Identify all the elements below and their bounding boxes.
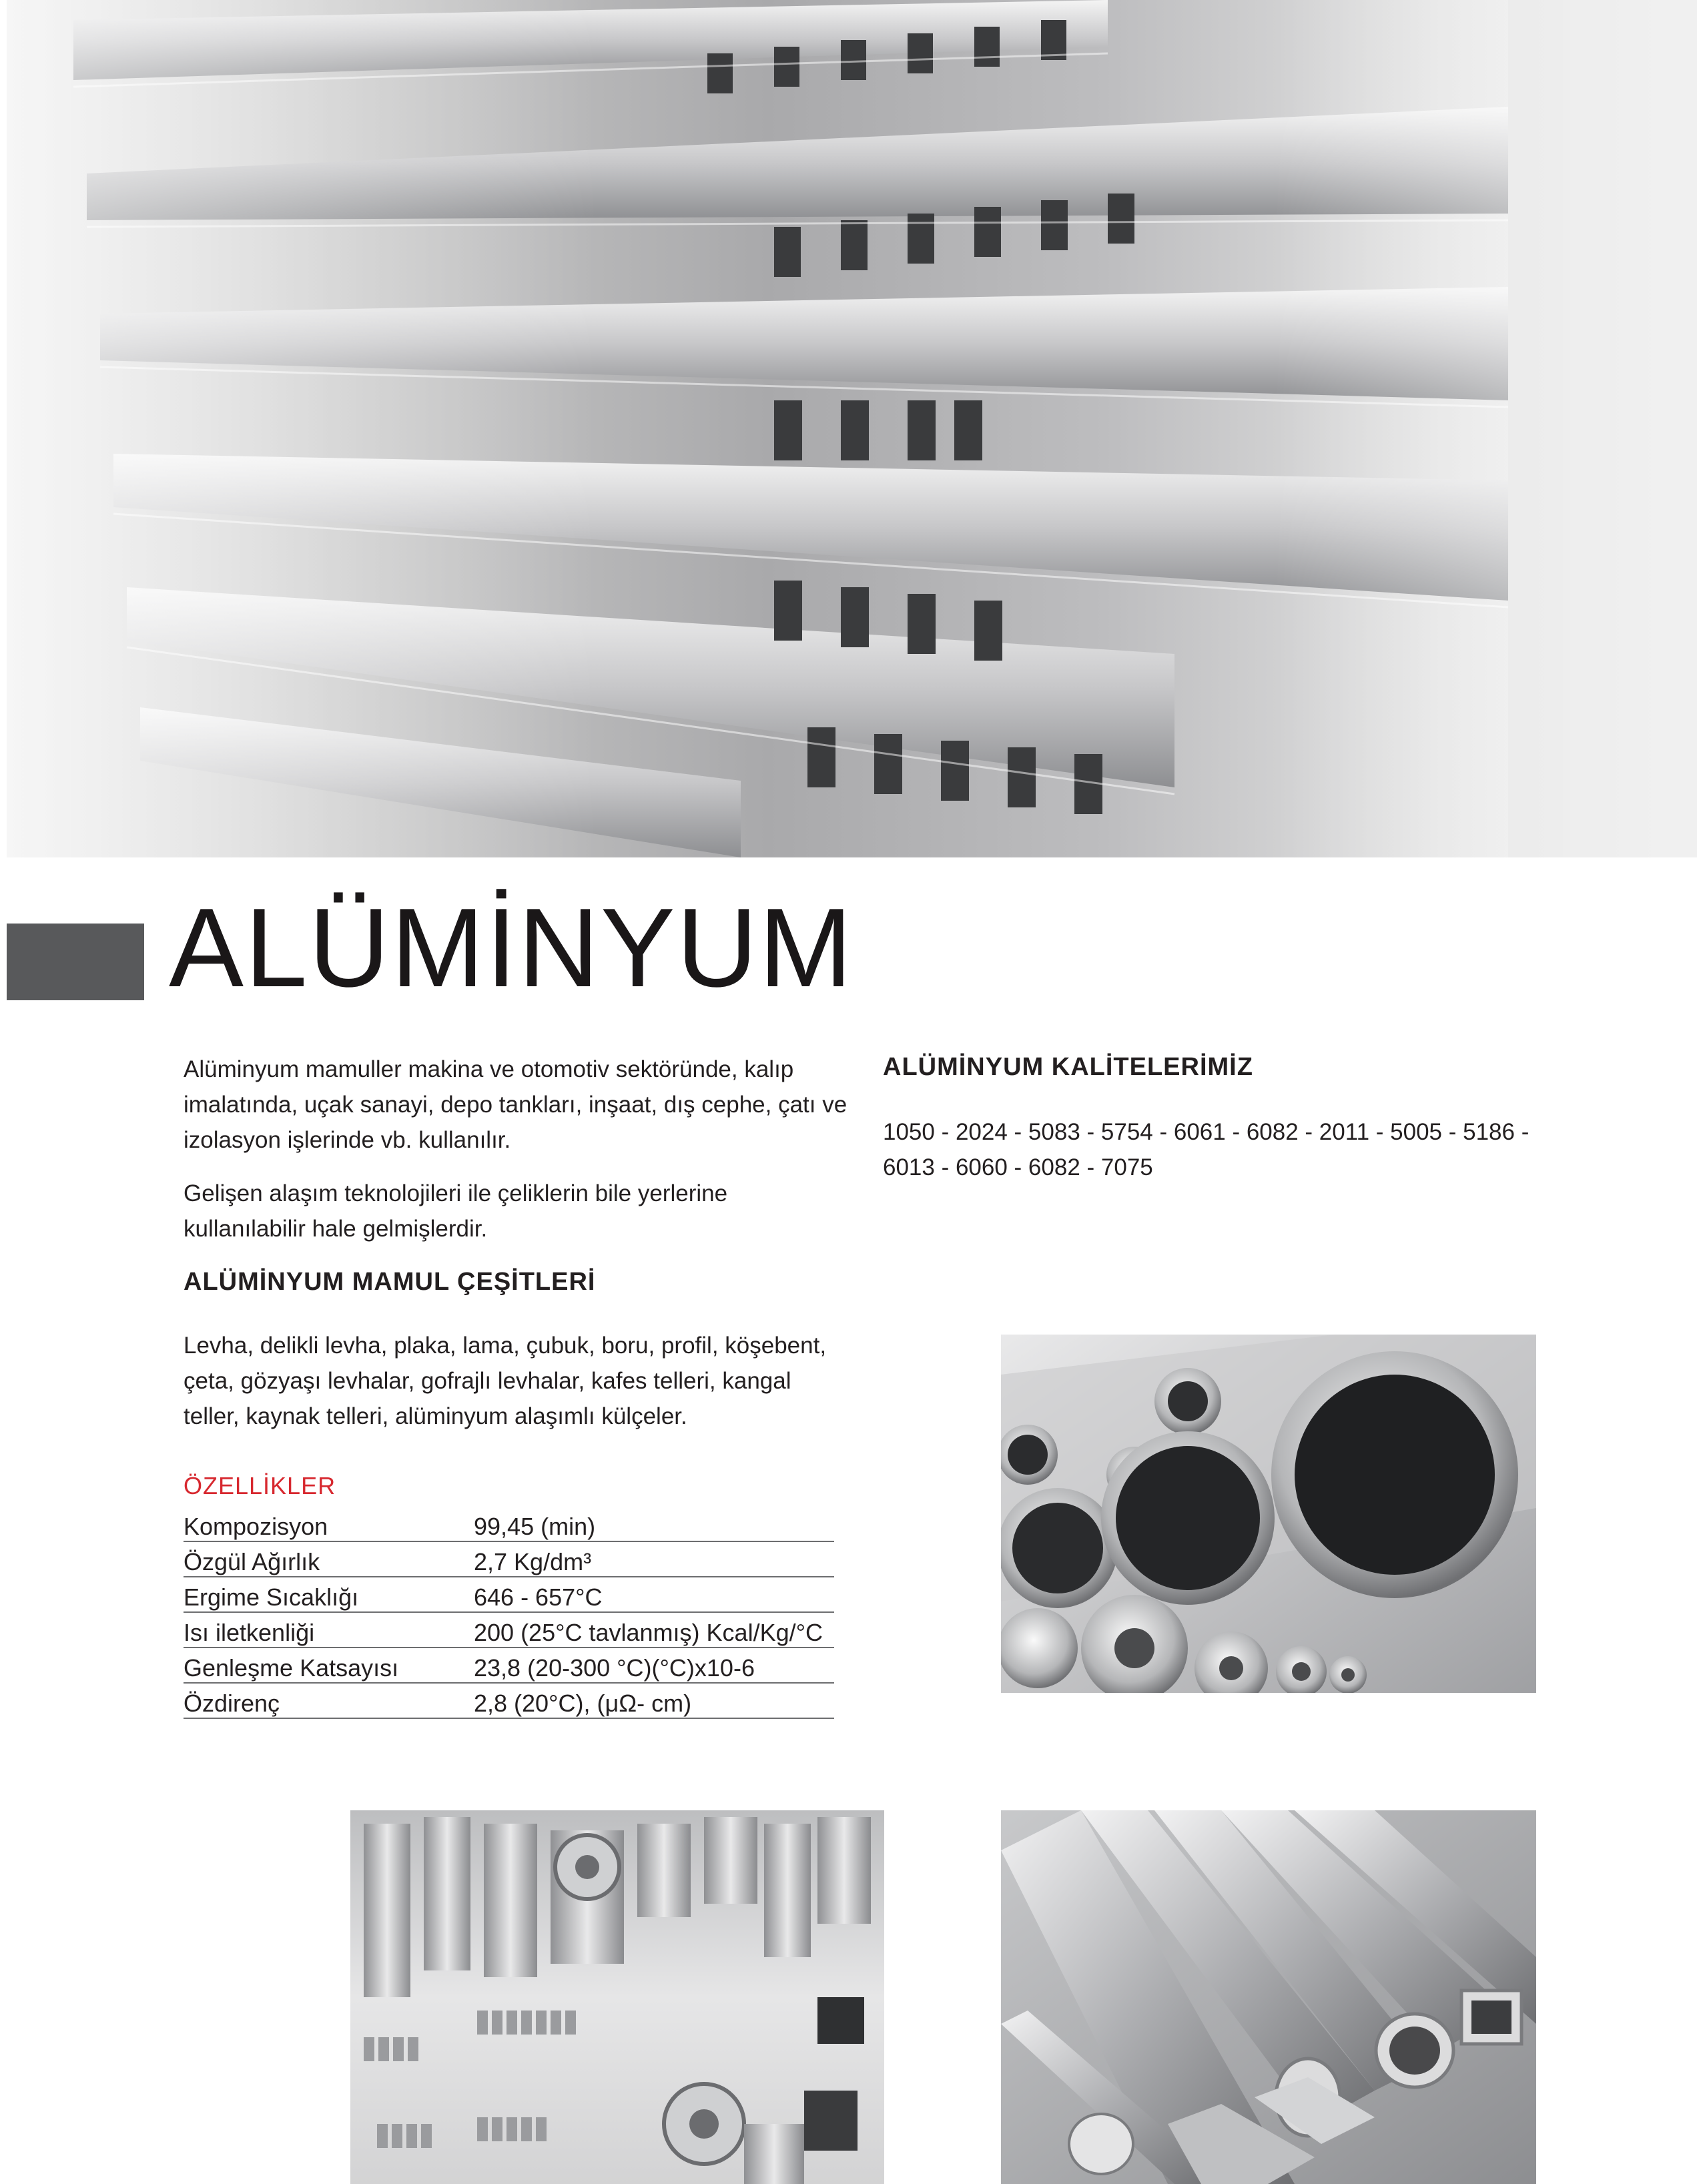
- intro-paragraph-2: Gelişen alaşım teknolojileri ile çeliklerin bile yerlerine kullanılabilir hale gelmişlerdir.: [184, 1180, 728, 1242]
- table-row: [184, 1648, 834, 1683]
- hero-image-aluminium-profiles: [7, 0, 1697, 857]
- table-row: [184, 1541, 834, 1577]
- property-value: 646 - 657°C: [474, 1577, 834, 1612]
- property-label: Genleşme Katsayısı: [184, 1648, 474, 1683]
- properties-table: [184, 1507, 834, 1719]
- property-value: 2,7 Kg/dm³: [474, 1541, 834, 1577]
- title-accent-block: [7, 924, 144, 1000]
- property-label: Ergime Sıcaklığı: [184, 1577, 474, 1612]
- property-label: Özdirenç: [184, 1683, 474, 1718]
- table-row: [184, 1612, 834, 1648]
- property-value: 2,8 (20°C), (μΩ- cm): [474, 1683, 834, 1718]
- product-types-heading: ALÜMİNYUM MAMUL ÇEŞİTLERİ: [184, 1268, 596, 1296]
- intro-paragraph-1: Alüminyum mamuller makina ve otomotiv sektöründe, kalıp imalatında, uçak sanayi, depo tankları, inşaat, dış cephe, çatı ve izolasyon işlerinde vb. kullanılır.: [184, 1056, 847, 1153]
- grades-list: 1050 - 2024 - 5083 - 5754 - 6061 - 6082 - 2011 - 5005 - 5186 - 6013 - 6060 - 6082 - 7075: [883, 1119, 1530, 1180]
- page-title: ALÜMİNYUM: [169, 885, 854, 1010]
- image-aluminium-profile-sections: [350, 1810, 884, 2184]
- property-value: 99,45 (min): [474, 1507, 834, 1541]
- image-aluminium-tubes: [1001, 1335, 1536, 1693]
- table-row: [184, 1577, 834, 1612]
- property-label: Özgül Ağırlık: [184, 1541, 474, 1577]
- product-types-text: Levha, delikli levha, plaka, lama, çubuk, boru, profil, köşebent, çeta, gözyaşı levhalar, gofrajlı levhalar, kafes telleri, kangal teller, kaynak telleri, alüminyum alaşımlı külçeler.: [184, 1333, 827, 1429]
- image-aluminium-bars-and-pipes: [1001, 1810, 1536, 2184]
- table-row: [184, 1507, 834, 1541]
- table-row: [184, 1683, 834, 1718]
- grades-heading: ALÜMİNYUM KALİTELERİMİZ: [883, 1053, 1253, 1081]
- property-label: Isı iletkenliği: [184, 1612, 474, 1648]
- property-label: Kompozisyon: [184, 1507, 474, 1541]
- property-value: 23,8 (20-300 °C)(°C)x10-6: [474, 1648, 834, 1683]
- properties-heading: ÖZELLİKLER: [184, 1472, 336, 1499]
- property-value: 200 (25°C tavlanmış) Kcal/Kg/°C: [474, 1612, 834, 1648]
